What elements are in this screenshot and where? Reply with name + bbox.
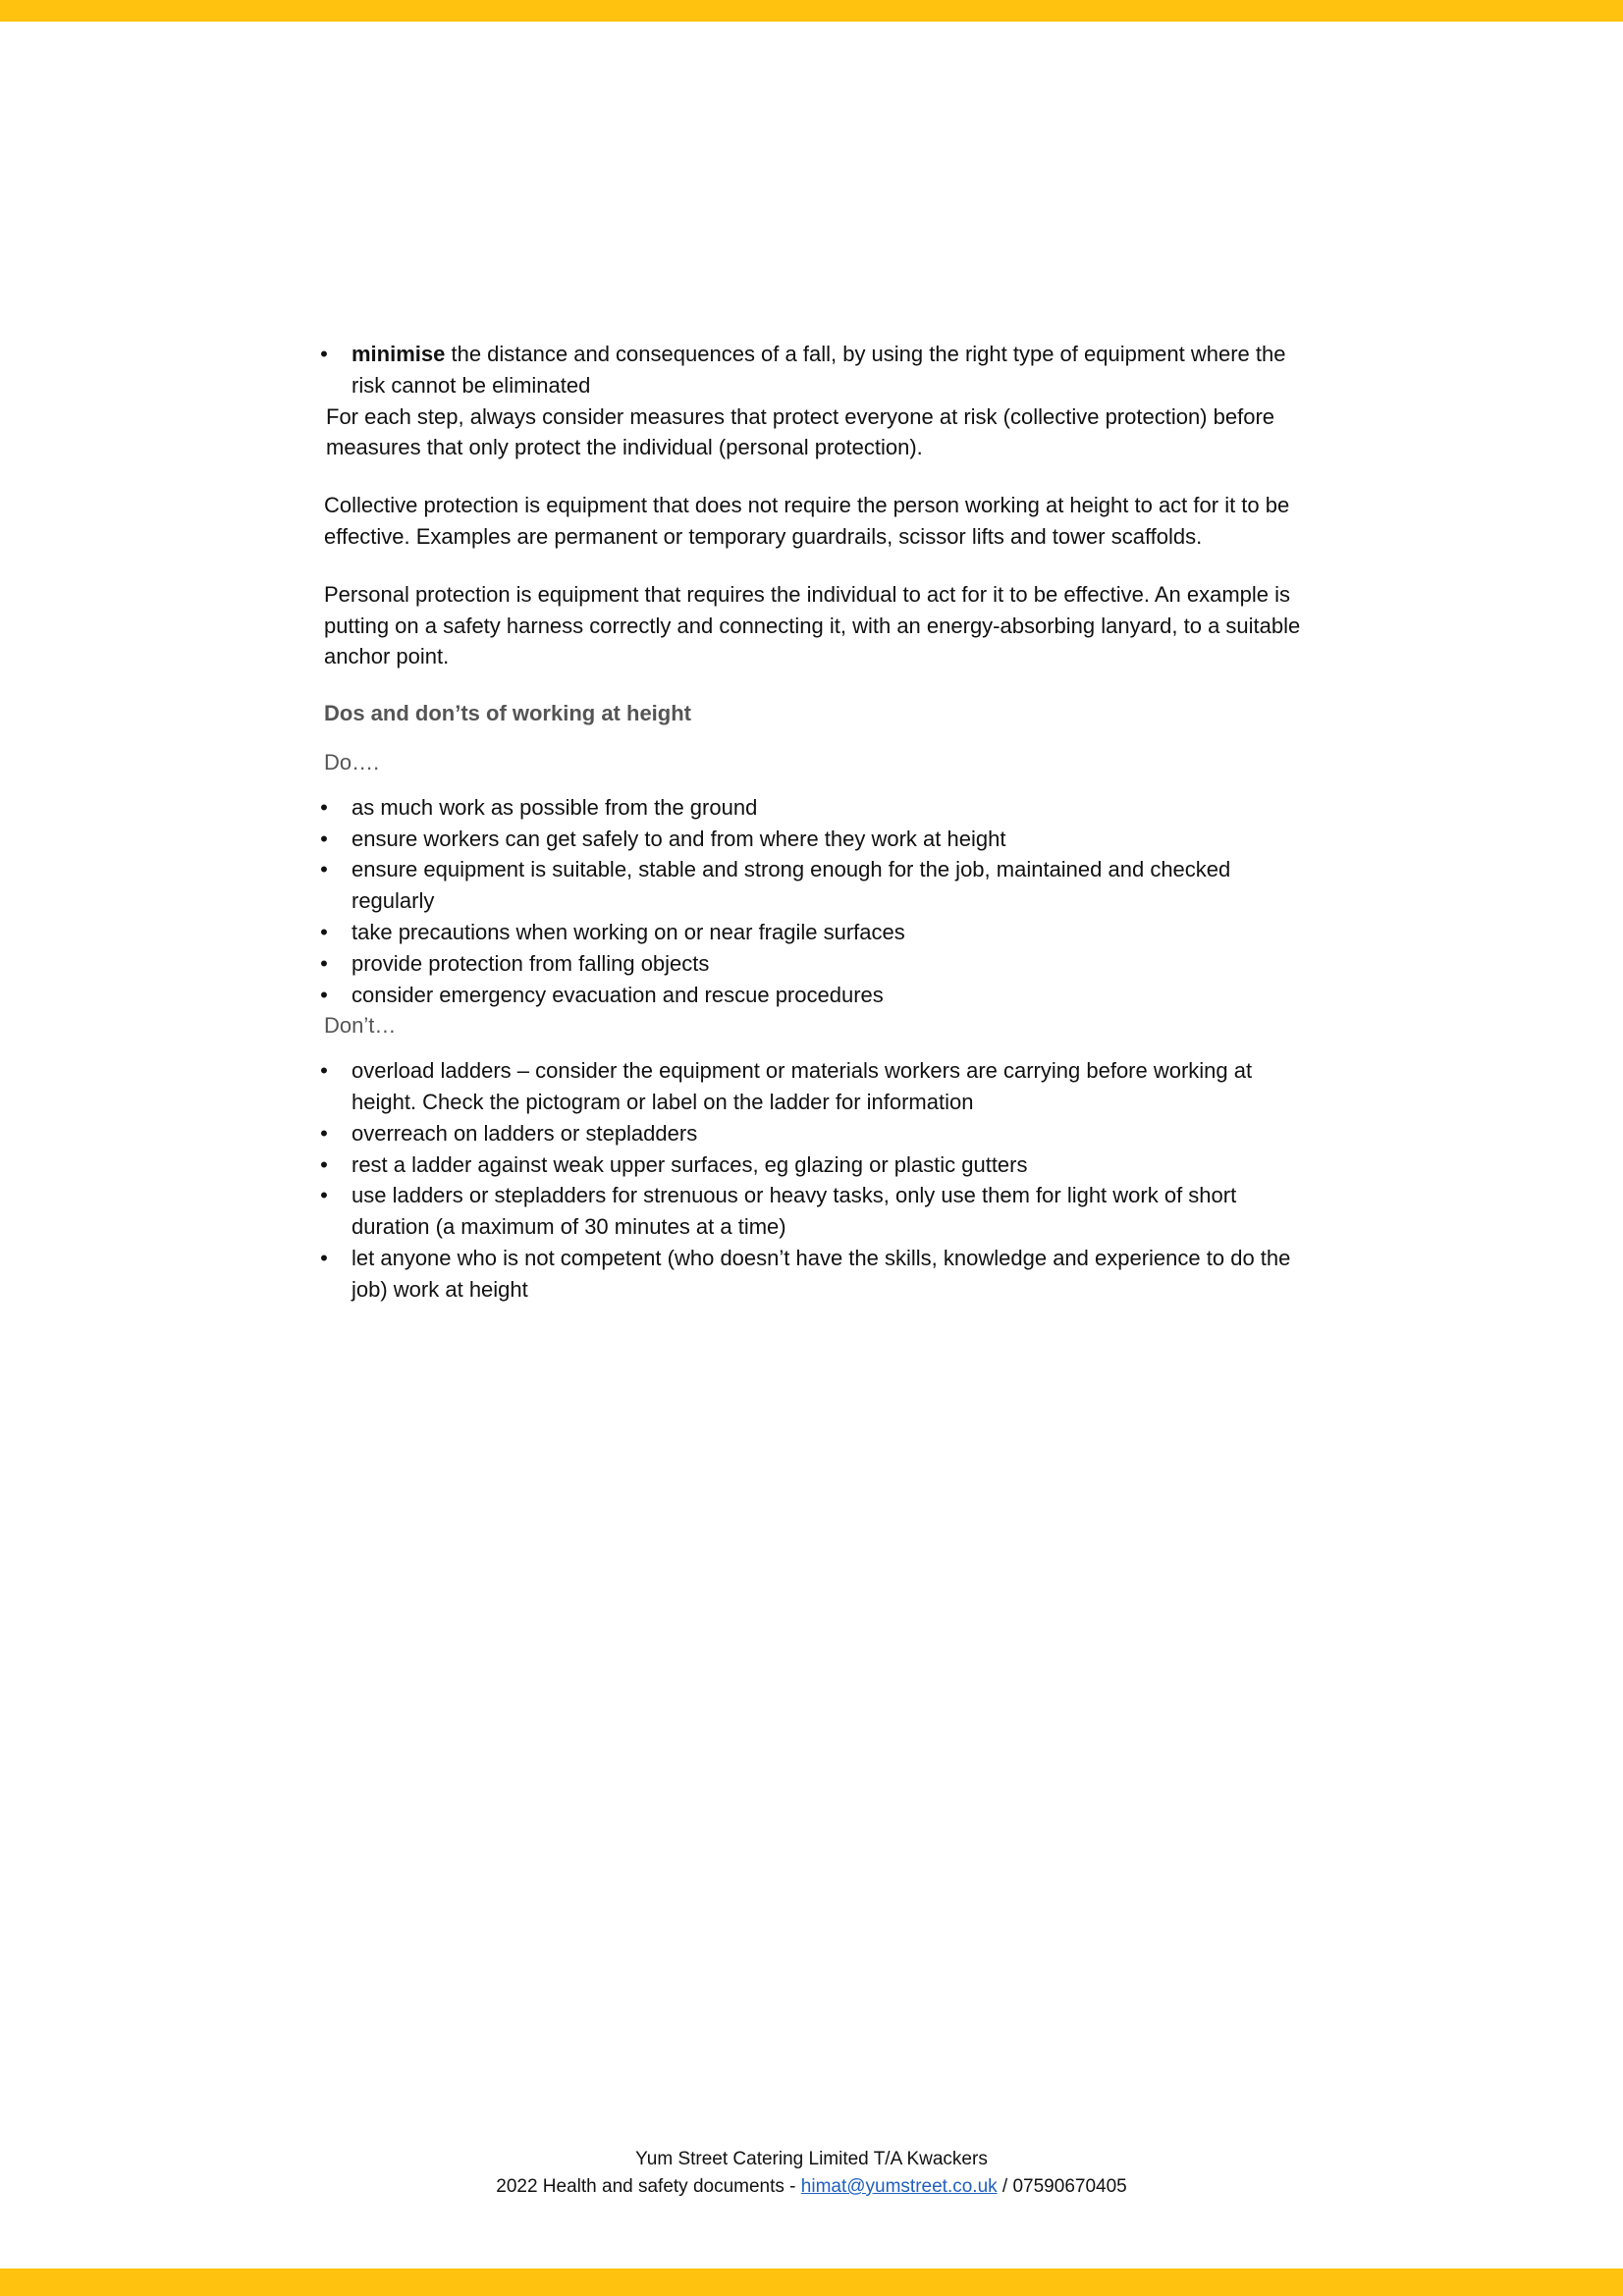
bottom-accent-bar: [0, 2269, 1623, 2296]
list-item-text: as much work as possible from the ground: [352, 794, 758, 820]
document-body: [320, 339, 1306, 1306]
bullet-icon: •: [320, 342, 328, 366]
list-item: [320, 980, 1306, 1011]
list-item: [320, 1180, 1306, 1243]
documents-label: 2022 Health and safety documents -: [496, 2176, 801, 2197]
list-item-text: overreach on ladders or stepladders: [352, 1120, 698, 1146]
list-item-text: ensure equipment is suitable, stable and strong enough for the job, maintained and checked regularly: [352, 857, 1231, 914]
list-item: [320, 854, 1306, 917]
phone-number: 07590670405: [1012, 2176, 1127, 2197]
list-item: [320, 1149, 1306, 1181]
intro-list: [320, 339, 1306, 401]
email-link[interactable]: himat@yumstreet.co.uk: [800, 2176, 998, 2197]
list-item-text: the distance and consequences of a fall, by using the right type of equipment where the risk cannot be eliminated: [352, 342, 1286, 398]
separator: /: [997, 2176, 1013, 2197]
do-list: [320, 792, 1306, 1011]
bullet-icon: •: [320, 826, 328, 851]
dont-label: Don’t…: [324, 1013, 397, 1039]
bullet-icon: •: [320, 1151, 328, 1177]
bullet-icon: •: [320, 982, 328, 1007]
list-item-text: use ladders or stepladders for strenuous or heavy tasks, only use them for light work of short duration (a maximum of 30 minutes at a time): [352, 1183, 1237, 1240]
do-label: Do….: [324, 749, 380, 774]
list-item-text: rest a ladder against weak upper surfaces, eg glazing or plastic gutters: [352, 1151, 1028, 1177]
list-item-text: provide protection from falling objects: [352, 950, 710, 976]
list-item-text: overload ladders – consider the equipment or materials workers are carrying before working at height. Check the pictogram or label on the ladder for information: [352, 1058, 1253, 1114]
list-item-text: take precautions when working on or near fragile surfaces: [352, 919, 905, 944]
paragraph-collective-protection: Collective protection is equipment that does not require the person working at height to act for it to be effective. Examples are permanent or temporary guardrails, scissor lifts and tower scaffolds.: [324, 493, 1290, 549]
bullet-icon: •: [320, 1120, 328, 1146]
list-item-text: ensure workers can get safely to and from where they work at height: [352, 826, 1006, 851]
footer-company: [0, 2146, 1623, 2172]
footer-contact: [0, 2173, 1623, 2200]
list-item: [320, 824, 1306, 855]
list-item: [320, 1243, 1306, 1306]
list-item-text: consider emergency evacuation and rescue procedures: [352, 982, 884, 1007]
dont-list: [320, 1055, 1306, 1305]
list-item: [320, 1118, 1306, 1149]
paragraph-personal-protection: Personal protection is equipment that requires the individual to act for it to be effective. An example is putting on a safety harness correctly and connecting it, with an energy-absorbing lanyard, to a suitable anchor point.: [324, 581, 1301, 669]
bullet-icon: •: [320, 919, 328, 944]
bullet-icon: •: [320, 857, 328, 882]
list-item: [320, 792, 1306, 824]
bullet-icon: •: [320, 950, 328, 976]
bullet-icon: •: [320, 1058, 328, 1084]
section-heading: Dos and don’ts of working at height: [324, 701, 691, 726]
list-item: [320, 917, 1306, 948]
company-name: Yum Street Catering Limited T/A Kwackers: [635, 2149, 988, 2169]
emphasis-term: minimise: [352, 342, 446, 366]
bullet-icon: •: [320, 794, 328, 820]
bullet-icon: •: [320, 1183, 328, 1208]
paragraph-each-step: For each step, always consider measures that protect everyone at risk (collective protection) before measures that only protect the individual (personal protection).: [326, 403, 1275, 460]
list-item: [320, 1055, 1306, 1118]
list-item-text: let anyone who is not competent (who doesn’t have the skills, knowledge and experience to do the job) work at height: [352, 1245, 1291, 1302]
list-item: [320, 948, 1306, 980]
list-item: [320, 339, 1306, 401]
top-accent-bar: [0, 0, 1623, 22]
bullet-icon: •: [320, 1245, 328, 1270]
